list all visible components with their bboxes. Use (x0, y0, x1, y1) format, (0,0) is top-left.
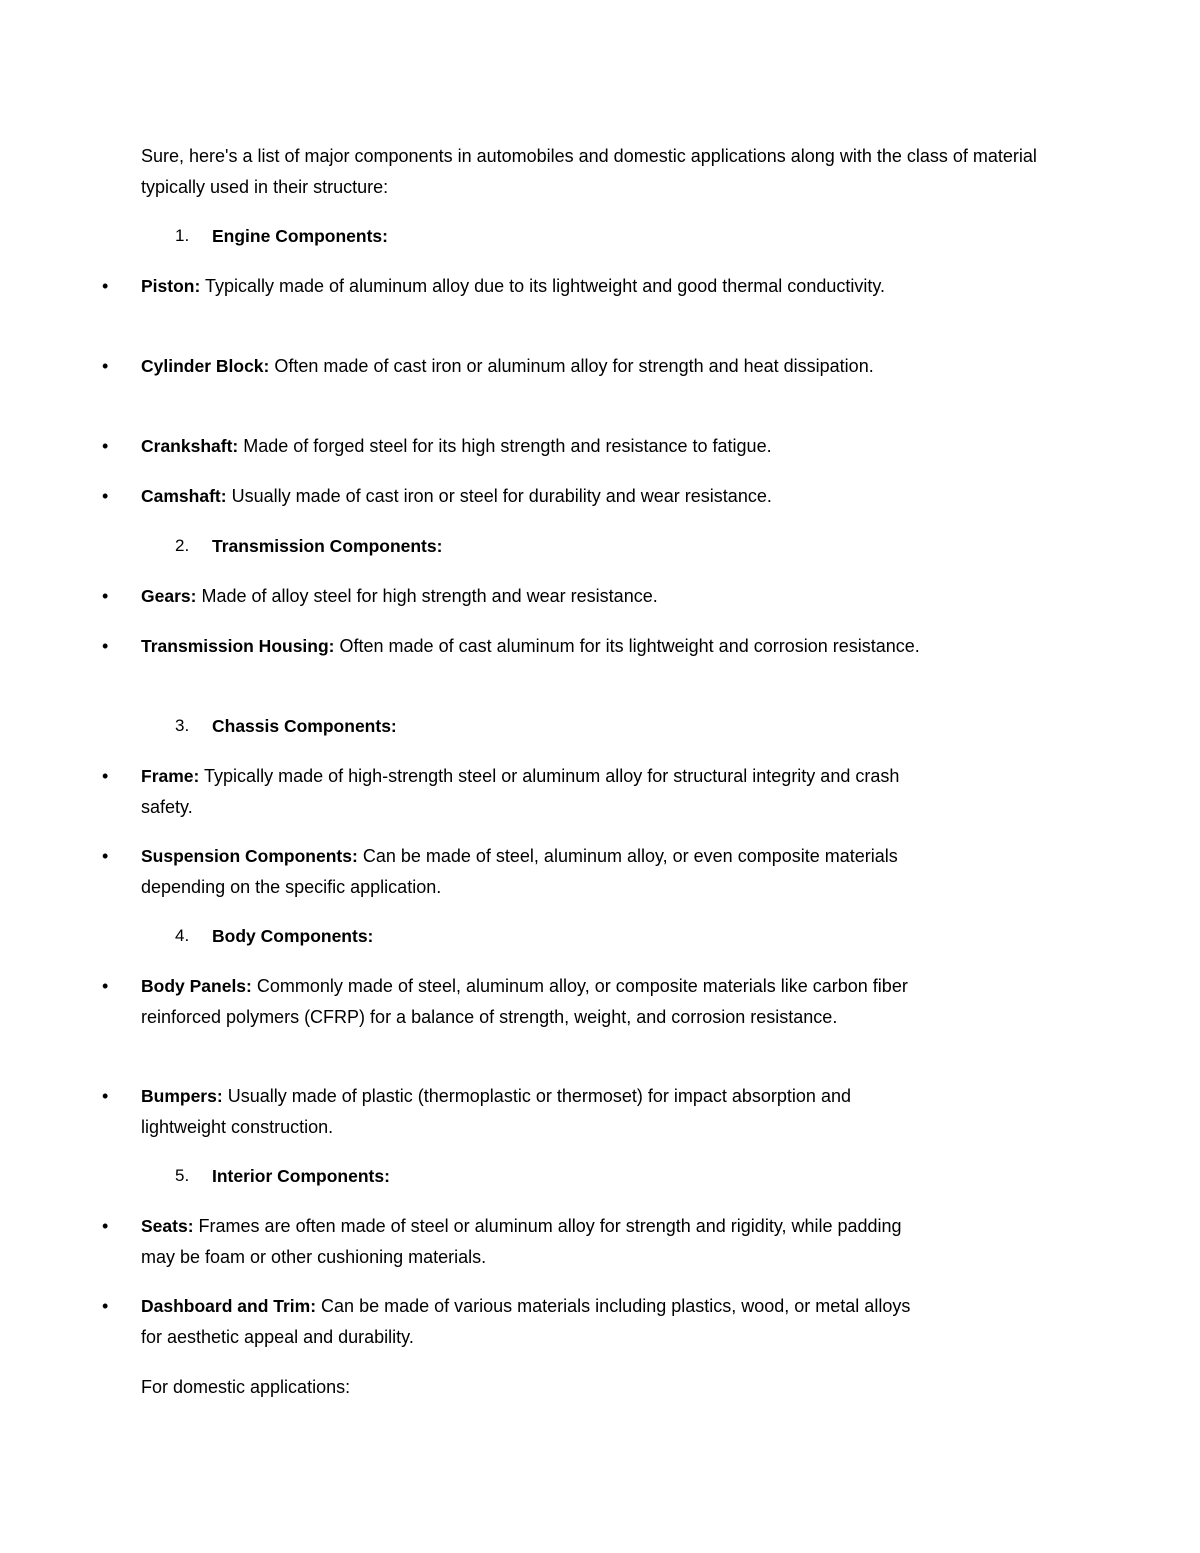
section-heading (141, 221, 1071, 251)
item-label: Camshaft: (141, 486, 227, 506)
section-title: Interior Components: (212, 1166, 390, 1186)
list-item-bumpers (102, 1081, 926, 1142)
bullet-icon: • (102, 846, 109, 866)
list-item-frame (102, 761, 926, 822)
intro-paragraph: Sure, here's a list of major components in automobiles and domestic applications along with the class of material typically used in their structure: (141, 146, 1037, 197)
list-item-suspension-components (102, 841, 926, 902)
section-number: 4. (175, 926, 190, 945)
list-item-cylinder-block (102, 351, 926, 382)
item-label: Transmission Housing: (141, 636, 335, 656)
list-item-piston (102, 271, 926, 302)
section-heading (141, 1161, 1071, 1191)
bullet-icon: • (102, 436, 109, 456)
section-number: 2. (175, 536, 190, 555)
list-item-gears (102, 581, 926, 612)
section-heading (141, 531, 1071, 561)
section-engine-components (141, 221, 1071, 251)
list-item-seats (102, 1211, 926, 1272)
bullet-icon: • (102, 1216, 109, 1236)
item-label: Body Panels: (141, 976, 252, 996)
item-text: Typically made of high-strength steel or aluminum alloy for structural integrity and crash safety. (141, 766, 900, 817)
item-label: Gears: (141, 586, 197, 606)
closing-paragraph: For domestic applications: (141, 1377, 351, 1397)
item-label: Cylinder Block: (141, 356, 270, 376)
list-item-transmission-housing (102, 631, 926, 662)
section-title: Body Components: (212, 926, 374, 946)
bullet-icon: • (102, 356, 109, 376)
section-number: 5. (175, 1166, 190, 1185)
item-text: Typically made of aluminum alloy due to its lightweight and good thermal conductivity. (205, 276, 886, 296)
item-label: Dashboard and Trim: (141, 1296, 317, 1316)
item-label: Bumpers: (141, 1086, 223, 1106)
section-heading (141, 921, 1071, 951)
list-item-crankshaft (102, 431, 926, 462)
bullet-icon: • (102, 976, 109, 996)
bullet-icon: • (102, 636, 109, 656)
section-number: 1. (175, 226, 190, 245)
item-text: Frames are often made of steel or aluminum alloy for strength and rigidity, while padding may be foam or other cushioning materials. (141, 1216, 902, 1267)
section-title: Transmission Components: (212, 536, 443, 556)
bullet-icon: • (102, 276, 109, 296)
bullet-icon: • (102, 766, 109, 786)
item-text: Commonly made of steel, aluminum alloy, or composite materials like carbon fiber reinforced polymers (CFRP) for a balance of strength, weight, and corrosion resistance. (141, 976, 908, 1027)
section-transmission-components (141, 531, 1071, 561)
item-text: Can be made of various materials including plastics, wood, or metal alloys for aesthetic appeal and durability. (141, 1296, 911, 1347)
section-body-components (141, 921, 1071, 951)
section-chassis-components (141, 711, 1071, 741)
item-label: Piston: (141, 276, 201, 296)
item-label: Suspension Components: (141, 846, 358, 866)
bullet-icon: • (102, 1296, 109, 1316)
bullet-icon: • (102, 1086, 109, 1106)
item-label: Seats: (141, 1216, 194, 1236)
item-label: Frame: (141, 766, 200, 786)
item-text: Usually made of plastic (thermoplastic or thermoset) for impact absorption and lightweight construction. (141, 1086, 851, 1137)
list-item-dashboard-and-trim (102, 1291, 926, 1352)
section-title: Chassis Components: (212, 716, 397, 736)
item-text: Can be made of steel, aluminum alloy, or even composite materials depending on the specific application. (141, 846, 898, 897)
bullet-icon: • (102, 486, 109, 506)
list-item-camshaft (102, 481, 926, 512)
section-number: 3. (175, 716, 190, 735)
item-label: Crankshaft: (141, 436, 239, 456)
item-text: Usually made of cast iron or steel for durability and wear resistance. (231, 486, 772, 506)
item-text: Often made of cast iron or aluminum alloy for strength and heat dissipation. (274, 356, 874, 376)
bullet-icon: • (102, 586, 109, 606)
section-heading (141, 711, 1071, 741)
item-text: Often made of cast aluminum for its lightweight and corrosion resistance. (339, 636, 920, 656)
section-title: Engine Components: (212, 226, 388, 246)
item-text: Made of alloy steel for high strength and wear resistance. (201, 586, 658, 606)
list-item-body-panels (102, 971, 926, 1032)
item-text: Made of forged steel for its high strength and resistance to fatigue. (243, 436, 772, 456)
section-interior-components (141, 1161, 1071, 1191)
